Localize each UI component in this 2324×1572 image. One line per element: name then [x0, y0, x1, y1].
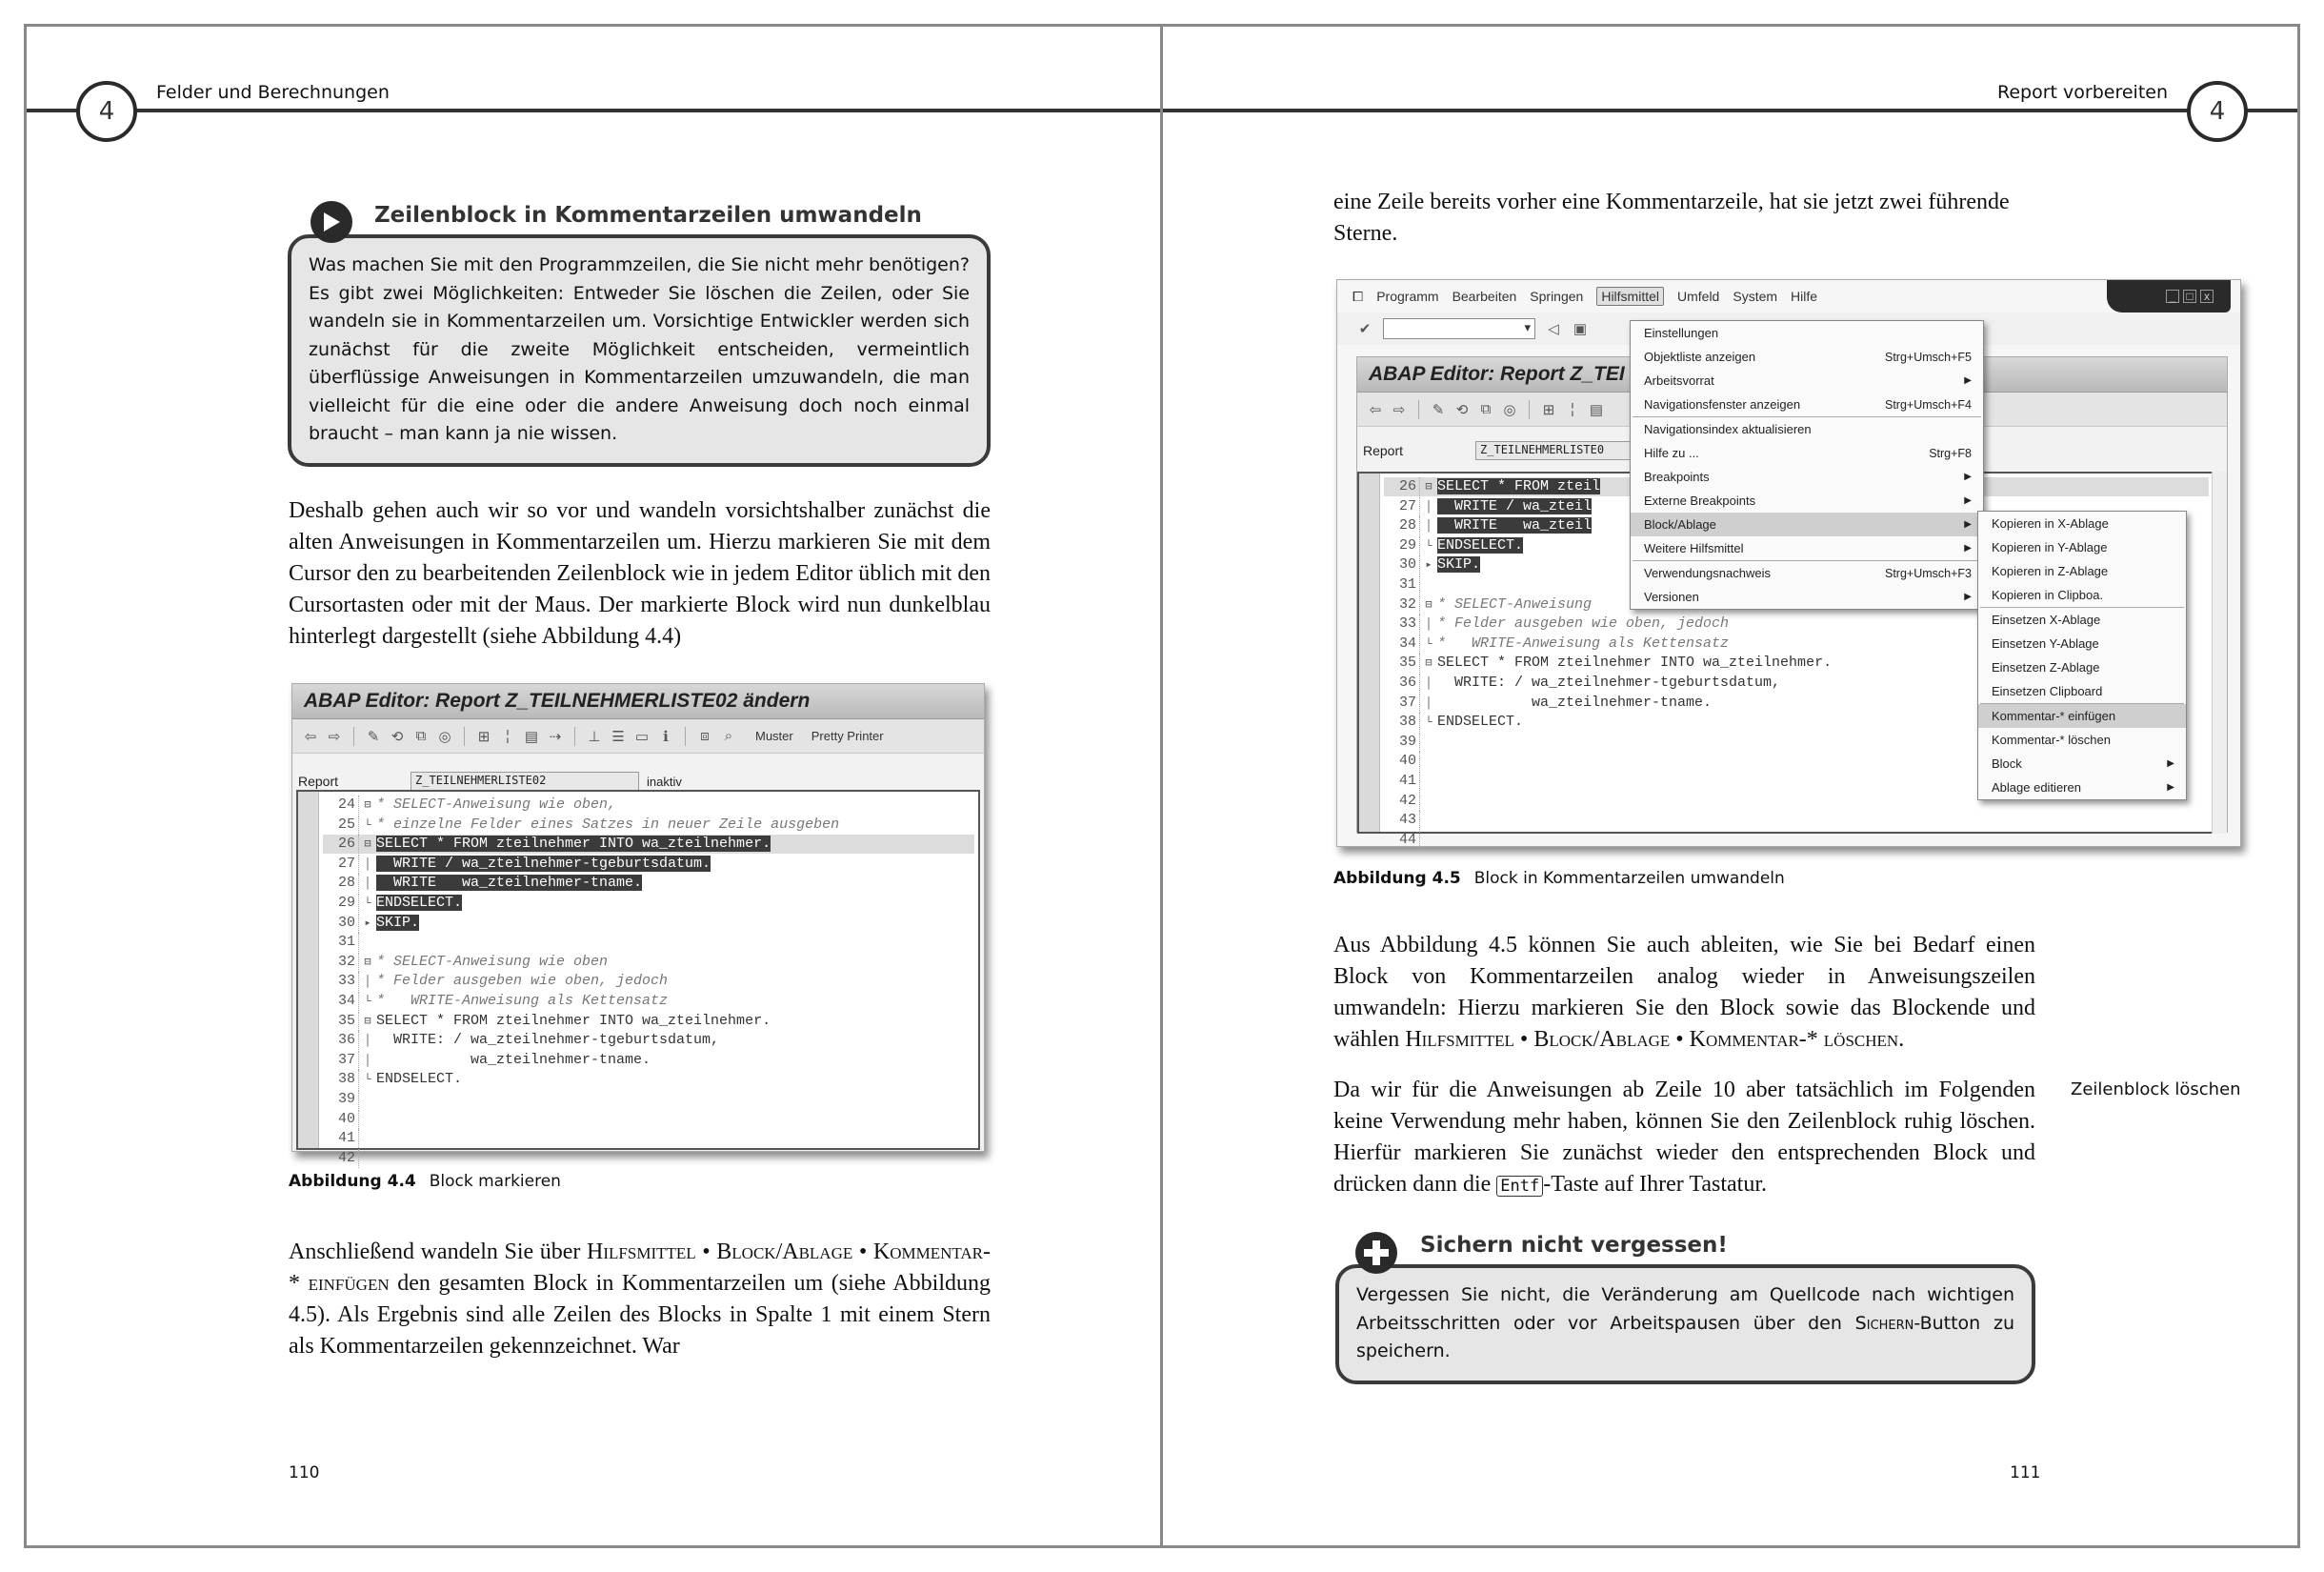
- line-number: 36: [1384, 674, 1420, 693]
- menu-item-shortcut: Strg+Umsch+F5: [1884, 350, 1972, 364]
- submenu-arrow-icon: ▶: [2167, 782, 2174, 793]
- code-line[interactable]: [323, 1012, 974, 1031]
- hilfsmittel-menu-item[interactable]: [1631, 489, 1983, 513]
- hilfsmittel-menu-item[interactable]: [1631, 417, 1983, 441]
- code-text: WRITE: / wa_zteilnehmer-tgeburtsdatum,: [1437, 675, 1781, 691]
- code-line[interactable]: [323, 992, 974, 1011]
- menu-item-label: Kommentar-* einfügen: [1992, 709, 2116, 723]
- code-text: * WRITE-Anweisung als Kettensatz: [376, 993, 669, 1009]
- maximize-icon[interactable]: □: [2183, 290, 2196, 303]
- code-line[interactable]: [323, 972, 974, 991]
- editor-gutter: [298, 792, 319, 1148]
- toolbar-separator: [1529, 400, 1530, 419]
- margin-note: Zeilenblock löschen: [2071, 1079, 2241, 1099]
- code-line[interactable]: [323, 894, 974, 913]
- toolbar-separator: [464, 727, 465, 746]
- save-icon[interactable]: ▣: [1573, 321, 1588, 337]
- code-text: * WRITE-Anweisung als Kettensatz: [1437, 635, 1730, 652]
- code-text: * SELECT-Anweisung: [1437, 595, 1593, 613]
- line-number: 33: [323, 972, 359, 991]
- check-icon[interactable]: ⧉: [415, 728, 427, 744]
- code-line[interactable]: [323, 933, 974, 952]
- menu-item-label: Breakpoints: [1644, 470, 1710, 484]
- block-ablage-menu-item[interactable]: [1978, 535, 2186, 559]
- figure-caption-text: Block markieren: [429, 1172, 561, 1191]
- report-name-field[interactable]: Z_TEILNEHMERLISTE02: [411, 772, 639, 791]
- window-title: ABAP Editor: Report Z_TEI: [1357, 357, 2227, 393]
- line-number: 39: [323, 1090, 359, 1109]
- menu-item-label: Arbeitsvorrat: [1644, 373, 1714, 388]
- report-label: Report: [1363, 443, 1404, 458]
- line-number: 32: [1384, 595, 1420, 615]
- running-header-title: Report vorbereiten: [1997, 82, 2168, 103]
- code-line[interactable]: [323, 796, 974, 815]
- toolbar-separator: [574, 727, 575, 746]
- activate-icon[interactable]: ◎: [438, 728, 451, 745]
- page-number: 110: [289, 1463, 320, 1482]
- list-icon[interactable]: ▭: [634, 728, 650, 745]
- paragraph: Deshalb gehen auch wir so vor und wandeln vorsichtshalber zunächst die alten Anweisungen in Kommentarzeilen um. Hierzu markieren Sie mit dem Cursor den zu bearbeitenden Zeilenblock wie in jedem Editor üblich mit den Cursortasten oder mit der Maus. Der markierte Block wird nun dunkelblau hinterlegt dargestellt (siehe Abbildung 4.4): [289, 498, 991, 649]
- stack-icon[interactable]: ☰: [611, 728, 625, 745]
- tip-box-text: Was machen Sie mit den Programmzeilen, die Sie nicht mehr benötigen? Es gibt zwei Möglichkeiten: Entweder Sie löschen die Zeilen, oder Sie wandeln sie in Kommentarzeilen um. Vorsichtige Entwickler werden sich zunächst für die zweite Möglichkeit entscheiden, vermeintlich überflüssige Anweisungen in Kommentarzeilen umzuwandeln, die man vielleicht für die eine oder die andere Anweisung doch noch einmal braucht – man kann ja nie wissen.: [309, 254, 970, 444]
- fold-toggle-icon[interactable]: ⊟: [364, 798, 371, 812]
- fold-toggle-icon[interactable]: ⊟: [364, 837, 371, 852]
- abap-editor-menu-screenshot: [1336, 279, 2241, 847]
- fold-guide: │: [364, 1034, 371, 1048]
- menu-item-label: Kopieren in Y-Ablage: [1992, 540, 2108, 554]
- paragraph-text: Anschließend wandeln Sie über: [289, 1239, 588, 1264]
- abap-editor-screenshot: [291, 683, 985, 1166]
- fold-guide: │: [1425, 695, 1432, 710]
- menu-item-label: Einsetzen Z-Ablage: [1992, 660, 2100, 675]
- code-text: wa_zteilnehmer-tname.: [376, 1051, 651, 1068]
- menu-path: Hilfsmittel • Block/Ablage • Kommentar-* löschen: [1405, 1027, 1899, 1052]
- minimize-icon[interactable]: _: [2166, 290, 2179, 303]
- line-number: 29: [323, 894, 359, 913]
- submenu-arrow-icon: ▶: [1964, 495, 1972, 506]
- info-icon[interactable]: ℹ: [663, 728, 669, 745]
- line-number: 41: [1384, 772, 1420, 791]
- line-number: 31: [323, 933, 359, 952]
- block-ablage-menu-item[interactable]: [1978, 679, 2186, 703]
- window-controls: [2107, 280, 2231, 312]
- toggle-edit-icon[interactable]: ✎: [1432, 401, 1445, 418]
- line-number: 35: [1384, 654, 1420, 673]
- block-ablage-menu-item[interactable]: [1978, 728, 2186, 752]
- fold-guide: └: [1425, 636, 1432, 651]
- code-line[interactable]: [323, 1090, 974, 1109]
- where-used-icon[interactable]: ⊞: [477, 728, 491, 745]
- menu-item-label: Ablage editieren: [1992, 780, 2081, 795]
- fold-guide: ▸: [364, 916, 371, 930]
- code-text: ENDSELECT.: [1437, 536, 1524, 554]
- line-number: 31: [1384, 575, 1420, 595]
- close-icon[interactable]: x: [2200, 290, 2214, 303]
- menu-bar: [1337, 280, 2240, 312]
- paragraph-text: den gesamten Block in Kommentarzeilen um (siehe Abbildung 4.5). Als Ergebnis sind alle Zeilen des Blocks in Spalte 1 mit einem Stern als Kommentarzeilen gekennzeichnet. War: [289, 1271, 991, 1359]
- fold-toggle-icon[interactable]: ⊟: [1425, 656, 1432, 671]
- paragraph: [1333, 1075, 2035, 1200]
- code-text: WRITE wa_zteilnehmer-tname.: [376, 875, 643, 892]
- paragraph-text: Da wir für die Anweisungen ab Zeile 10 aber tatsächlich im Folgenden keine Verwendung mehr haben, können Sie den Zeilenblock ruhig löschen. Hierfür markieren Sie zunächst wieder den entsprechenden Block und drücken dann die: [1333, 1078, 2035, 1197]
- block-ablage-submenu: [1977, 511, 2187, 800]
- line-number: 41: [323, 1129, 359, 1148]
- where-used-icon[interactable]: ⊞: [1542, 401, 1555, 418]
- hilfsmittel-menu-item[interactable]: [1631, 369, 1983, 393]
- code-line[interactable]: [323, 953, 974, 972]
- menu-item-shortcut: Strg+F8: [1929, 446, 1972, 460]
- note-box: [1335, 1264, 2035, 1384]
- fold-guide: └: [364, 995, 371, 1008]
- code-text: SELECT * FROM zteil: [1437, 478, 1601, 494]
- fold-toggle-icon[interactable]: ⊟: [364, 955, 371, 969]
- code-text: SELECT * FROM zteilnehmer INTO wa_zteilnehmer.: [376, 1012, 771, 1029]
- line-number: 35: [323, 1012, 359, 1031]
- line-number: 26: [1384, 477, 1420, 496]
- submenu-arrow-icon: ▶: [1964, 375, 1972, 386]
- code-line[interactable]: [323, 1129, 974, 1148]
- header-rule-left: [27, 109, 1162, 112]
- code-line[interactable]: [323, 835, 974, 854]
- menu-item-label: Verwendungsnachweis: [1644, 566, 1771, 580]
- menu-item-label: Kopieren in Z-Ablage: [1992, 564, 2109, 578]
- figure-label: Abbildung 4.4: [289, 1172, 416, 1191]
- paragraph-text: -Taste auf Ihrer Tastatur.: [1543, 1172, 1767, 1197]
- fold-guide: │: [364, 975, 371, 989]
- line-number: 24: [323, 796, 359, 815]
- line-number: 32: [323, 953, 359, 972]
- search-icon[interactable]: ⌕: [724, 728, 733, 744]
- hilfsmittel-menu-item[interactable]: [1631, 536, 1983, 560]
- code-text: ENDSELECT.: [1437, 714, 1524, 731]
- fold-guide: │: [364, 1053, 371, 1067]
- line-number: 42: [1384, 792, 1420, 811]
- report-label: Report: [298, 774, 339, 789]
- paragraph: [289, 1237, 991, 1362]
- submenu-arrow-icon: ▶: [1964, 592, 1972, 602]
- code-text: SKIP.: [1437, 556, 1481, 574]
- breakpoint-icon[interactable]: ¦: [506, 728, 510, 744]
- line-number: 28: [1384, 516, 1420, 535]
- paragraph-text: .: [1898, 1027, 1905, 1052]
- menu-umfeld[interactable]: Umfeld: [1677, 289, 1720, 304]
- toolbar-separator: [1418, 400, 1419, 419]
- pretty-printer-button[interactable]: Pretty Printer: [811, 729, 884, 743]
- fold-guide: │: [1425, 676, 1432, 690]
- line-number: 25: [323, 816, 359, 835]
- code-text: WRITE wa_zteil: [1437, 517, 1593, 534]
- fold-guide: ▸: [1425, 558, 1432, 573]
- code-text: WRITE / wa_zteilnehmer-tgeburtsdatum.: [376, 855, 711, 872]
- menu-item-shortcut: Strg+Umsch+F3: [1884, 566, 1972, 580]
- report-name-field[interactable]: Z_TEILNEHMERLISTE0: [1475, 441, 1704, 460]
- hilfsmittel-menu-item[interactable]: [1631, 393, 1983, 416]
- code-line[interactable]: [323, 1110, 974, 1129]
- menu-item-label: Versionen: [1644, 590, 1699, 604]
- editor-gutter: [1359, 474, 1380, 832]
- code-text: * einzelne Felder eines Satzes in neuer Zeile ausgeben: [376, 816, 840, 833]
- hilfsmittel-menu-item[interactable]: [1631, 561, 1983, 585]
- object-list-icon[interactable]: ▤: [524, 728, 539, 745]
- menu-system[interactable]: System: [1733, 289, 1778, 304]
- line-number: 34: [323, 992, 359, 1011]
- hilfsmittel-menu-item[interactable]: [1631, 345, 1983, 369]
- block-ablage-menu-item[interactable]: [1978, 704, 2186, 728]
- fold-toggle-icon[interactable]: ⊟: [364, 1014, 371, 1028]
- code-text: ENDSELECT.: [376, 1071, 463, 1088]
- block-ablage-menu-item[interactable]: [1978, 608, 2186, 632]
- line-number: 39: [1384, 733, 1420, 752]
- menu-item-label: Externe Breakpoints: [1644, 494, 1756, 508]
- line-number: 27: [1384, 497, 1420, 516]
- line-number: 26: [323, 835, 359, 854]
- code-line[interactable]: [323, 874, 974, 893]
- fold-guide: └: [364, 1073, 371, 1087]
- line-number: 44: [1384, 831, 1420, 850]
- menu-springen[interactable]: Springen: [1530, 289, 1584, 304]
- code-editor[interactable]: [296, 790, 980, 1166]
- line-number: 38: [1384, 713, 1420, 732]
- fold-guide: │: [1425, 519, 1432, 534]
- code-text: ENDSELECT.: [376, 895, 463, 911]
- toggle-edit-icon[interactable]: ✎: [367, 728, 380, 745]
- menu-bearbeiten[interactable]: Bearbeiten: [1452, 289, 1517, 304]
- paragraph-text: Aus Abbildung 4.5 können Sie auch ableiten, wie Sie bei Bedarf einen Block von Kommentarzeilen analog wieder in Anweisungszeilen umwandeln: Hierzu markieren Sie den Block sowie das Blockende und wählen: [1333, 933, 2035, 1052]
- report-status: inaktiv: [647, 774, 682, 789]
- code-text: * SELECT-Anweisung wie oben,: [376, 796, 617, 813]
- vertical-scrollbar[interactable]: [2212, 472, 2227, 834]
- menu-programm[interactable]: Programm: [1376, 289, 1439, 304]
- menu-item-label: Navigationsfenster anzeigen: [1644, 397, 1801, 412]
- code-text: * Felder ausgeben wie oben, jedoch: [1437, 615, 1730, 633]
- chapter-number-badge: 4: [2187, 81, 2248, 142]
- back-icon[interactable]: ◁: [1548, 321, 1559, 337]
- line-number: 30: [1384, 555, 1420, 574]
- code-line[interactable]: [1384, 811, 2209, 830]
- code-text: * Felder ausgeben wie oben, jedoch: [376, 973, 669, 990]
- note-box-title: Sichern nicht vergessen!: [1420, 1233, 1728, 1258]
- block-ablage-menu-item[interactable]: [1978, 776, 2186, 799]
- line-number: 33: [1384, 615, 1420, 634]
- menu-item-label: Kopieren in X-Ablage: [1992, 516, 2109, 531]
- menu-hilfsmittel[interactable]: Hilfsmittel: [1596, 287, 1664, 306]
- code-line[interactable]: [323, 1051, 974, 1070]
- code-text: wa_zteilnehmer-tname.: [1437, 694, 1713, 711]
- code-text: SELECT * FROM zteilnehmer INTO wa_zteilnehmer.: [376, 836, 771, 853]
- block-ablage-menu-item[interactable]: [1978, 583, 2186, 607]
- note-box-text: Vergessen Sie nicht, die Veränderung am Quellcode nach wichtigen Arbeitsschritten oder vor Arbeitspausen über den: [1356, 1284, 2014, 1334]
- menu-item-label: Block/Ablage: [1644, 517, 1716, 532]
- application-toolbar: [292, 719, 984, 754]
- fold-toggle-icon[interactable]: ⊟: [1425, 480, 1432, 494]
- toolbar-separator: [685, 727, 686, 746]
- block-ablage-menu-item[interactable]: [1978, 559, 2186, 583]
- forward-arrow-icon[interactable]: ⇨: [1392, 401, 1406, 418]
- fold-guide: │: [364, 877, 371, 891]
- code-text: SKIP.: [376, 914, 420, 931]
- play-arrow-icon: [311, 201, 352, 243]
- line-number: 40: [323, 1110, 359, 1129]
- chapter-number-badge: 4: [76, 81, 137, 142]
- menu-item-label: Hilfe zu ...: [1644, 446, 1699, 460]
- line-number: 37: [1384, 694, 1420, 713]
- submenu-arrow-icon: ▶: [1964, 543, 1972, 554]
- line-number: 40: [1384, 752, 1420, 771]
- line-number: 36: [323, 1031, 359, 1050]
- back-arrow-icon[interactable]: ⇦: [304, 728, 317, 745]
- fold-guide: └: [364, 817, 371, 832]
- muster-button[interactable]: Muster: [755, 729, 793, 743]
- fold-guide: │: [1425, 499, 1432, 514]
- header-rule-right: [1163, 109, 2297, 112]
- menu-item-label: Objektliste anzeigen: [1644, 350, 1756, 364]
- code-text: WRITE: / wa_zteilnehmer-tgeburtsdatum,: [376, 1032, 720, 1049]
- menu-item-shortcut: Strg+Umsch+F4: [1884, 397, 1972, 412]
- enter-check-icon[interactable]: ✔: [1358, 321, 1372, 337]
- fold-guide: └: [1425, 538, 1432, 553]
- hilfsmittel-menu-item[interactable]: [1631, 321, 1983, 345]
- plus-icon: [1355, 1232, 1397, 1274]
- submenu-arrow-icon: ▶: [1964, 472, 1972, 482]
- menu-item-label: Kopieren in Clipboa.: [1992, 588, 2104, 602]
- code-line[interactable]: [323, 1031, 974, 1050]
- check-icon[interactable]: ⧉: [1480, 401, 1492, 417]
- line-number: 27: [323, 855, 359, 874]
- other-object-icon[interactable]: ⟲: [391, 728, 404, 745]
- hierarchy-icon[interactable]: ⊥: [588, 728, 601, 745]
- line-number: 30: [323, 914, 359, 933]
- code-line[interactable]: [323, 1149, 974, 1168]
- note-box-text: -Button zu speichern.: [1356, 1312, 2014, 1361]
- code-text: WRITE / wa_zteil: [1437, 497, 1593, 514]
- menu-item-label: Navigationsindex aktualisieren: [1644, 422, 1812, 436]
- tip-box: [288, 234, 991, 467]
- window-menu-icon[interactable]: ⧠: [1352, 288, 1364, 304]
- menu-item-label: Einsetzen X-Ablage: [1992, 613, 2101, 627]
- block-ablage-menu-item[interactable]: [1978, 655, 2186, 679]
- page-number: 111: [2010, 1463, 2041, 1482]
- menu-item-label: Einsetzen Clipboard: [1992, 684, 2103, 698]
- object-list-icon[interactable]: ▤: [1589, 401, 1604, 418]
- code-line[interactable]: [323, 855, 974, 874]
- menu-item-label: Weitere Hilfsmittel: [1644, 541, 1744, 555]
- menu-hilfe[interactable]: Hilfe: [1791, 289, 1818, 304]
- hilfsmittel-menu-item[interactable]: [1631, 465, 1983, 489]
- fold-guide: │: [364, 857, 371, 871]
- fold-guide: └: [364, 897, 371, 910]
- hilfsmittel-menu-item[interactable]: [1631, 585, 1983, 609]
- code-line[interactable]: [1384, 831, 2209, 850]
- paragraph: eine Zeile bereits vorher eine Kommentarzeile, hat sie jetzt zwei führende Sterne.: [1333, 190, 2010, 246]
- keyboard-key: Entf: [1496, 1176, 1543, 1197]
- window-title: ABAP Editor: Report Z_TEILNEHMERLISTE02 ändern: [292, 684, 984, 719]
- line-number: 43: [1384, 811, 1420, 830]
- line-number: 29: [1384, 536, 1420, 555]
- code-line[interactable]: [323, 914, 974, 933]
- pattern-icon[interactable]: ⧈: [700, 728, 710, 744]
- figure-caption-text: Block in Kommentarzeilen umwandeln: [1473, 869, 1785, 888]
- code-text: * SELECT-Anweisung wie oben: [376, 953, 609, 970]
- line-number: 37: [323, 1051, 359, 1070]
- fold-guide: └: [1425, 715, 1432, 730]
- menu-item-label: Block: [1992, 756, 2022, 771]
- menu-item-label: Kommentar-* löschen: [1992, 733, 2111, 747]
- other-object-icon[interactable]: ⟲: [1455, 401, 1469, 418]
- hilfsmittel-menu-item[interactable]: [1631, 441, 1983, 465]
- code-line[interactable]: [323, 816, 974, 835]
- hilfsmittel-menu-item[interactable]: [1631, 513, 1983, 536]
- line-number: 38: [323, 1070, 359, 1089]
- figure-label: Abbildung 4.5: [1333, 869, 1461, 888]
- hilfsmittel-dropdown: [1630, 320, 1984, 610]
- toolbar-separator: [353, 727, 354, 746]
- command-field[interactable]: [1383, 318, 1535, 339]
- line-number: 42: [323, 1149, 359, 1168]
- menu-item-label: Einsetzen Y-Ablage: [1992, 636, 2099, 651]
- menu-item-label: Einstellungen: [1644, 326, 1719, 340]
- forward-arrow-icon[interactable]: ⇨: [328, 728, 341, 745]
- fold-guide: │: [1425, 617, 1432, 632]
- fold-toggle-icon[interactable]: ⊟: [1425, 597, 1432, 612]
- block-ablage-menu-item[interactable]: [1978, 632, 2186, 655]
- block-ablage-menu-item[interactable]: [1978, 752, 2186, 776]
- breakpoint-icon[interactable]: ¦: [1571, 401, 1574, 417]
- running-header-title: Felder und Berechnungen: [156, 82, 390, 103]
- navigation-icon[interactable]: ⇢: [549, 728, 562, 745]
- tip-box-title: Zeilenblock in Kommentarzeilen umwandeln: [374, 203, 922, 228]
- figure-caption: [1333, 869, 1785, 888]
- submenu-arrow-icon: ▶: [2167, 758, 2174, 769]
- submenu-arrow-icon: ▶: [1964, 519, 1972, 530]
- menu-path: Hilfsmittel • Block/Ablage • Kommentar-* einfügen: [289, 1239, 991, 1296]
- line-number: 28: [323, 874, 359, 893]
- note-box-text: Sichern: [1854, 1312, 1914, 1334]
- figure-caption: [289, 1172, 561, 1191]
- line-number: 34: [1384, 635, 1420, 654]
- code-line[interactable]: [323, 1070, 974, 1089]
- code-text: SELECT * FROM zteilnehmer INTO wa_zteilnehmer.: [1437, 655, 1833, 672]
- paragraph: [1333, 930, 2035, 1056]
- block-ablage-menu-item[interactable]: [1978, 512, 2186, 535]
- activate-icon[interactable]: ◎: [1503, 401, 1516, 418]
- back-arrow-icon[interactable]: ⇦: [1369, 401, 1382, 418]
